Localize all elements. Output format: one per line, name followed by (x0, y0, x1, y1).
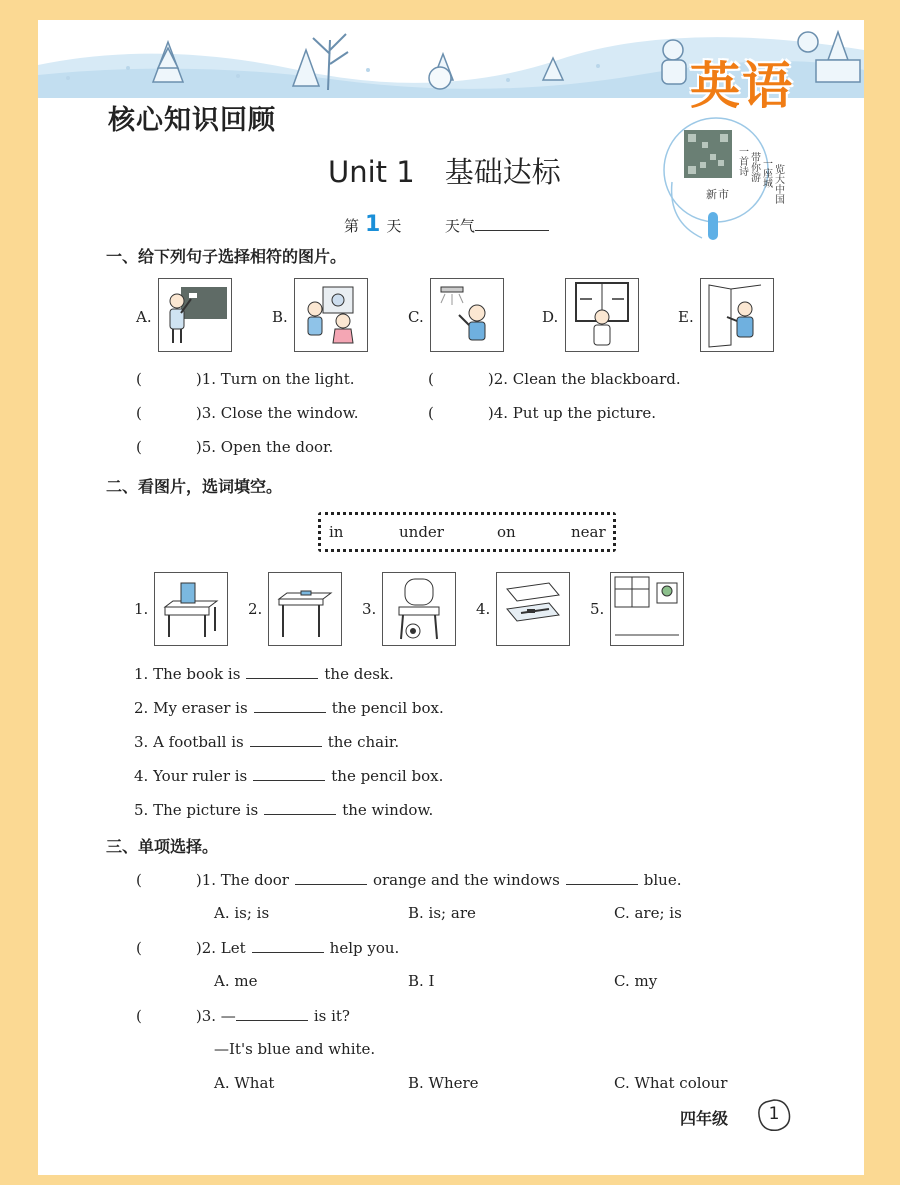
weather-label: 天气 (444, 217, 475, 235)
boy-at-door-icon (700, 278, 774, 352)
eraser-on-desk-icon (268, 572, 342, 646)
choice-question-3-reply: —It's blue and white. (214, 1040, 376, 1058)
option-3c[interactable]: C. What colour (614, 1074, 728, 1092)
choice-blank-1a[interactable] (295, 870, 367, 885)
children-putting-up-picture-icon (294, 278, 368, 352)
qr-text-2: 市 (718, 188, 729, 201)
option-1a[interactable]: A. is; is (214, 904, 270, 922)
book-on-desk-icon (154, 572, 228, 646)
qr-code-badge[interactable] (662, 112, 794, 252)
qr-text-5: 一座城 (760, 158, 772, 188)
fill-sentence-4: 4. Your ruler is the pencil box. (134, 767, 444, 785)
day-prefix: 第 (344, 217, 360, 235)
worksheet-page (38, 20, 864, 1175)
fill-sentence-2: 2. My eraser is the pencil box. (134, 699, 444, 717)
fill-sentence-5: 5. The picture is the window. (134, 801, 434, 819)
choice-blank-2[interactable] (252, 938, 324, 953)
choice-blank-3[interactable] (236, 1006, 308, 1021)
qr-text-4: 带你游 (748, 152, 760, 182)
option-1c[interactable]: C. are; is (614, 904, 682, 922)
match-sentence-3: ( )3. Close the window. (136, 404, 359, 422)
qr-text-1: 新 (706, 188, 717, 201)
option-1b[interactable]: B. is; are (408, 904, 476, 922)
qr-text-6: 览大中国 (772, 164, 784, 204)
picture-label-2: 2. (248, 600, 263, 618)
word-bank (318, 512, 616, 552)
picture-label-5: 5. (590, 600, 605, 618)
fill-blank-4[interactable] (253, 766, 325, 781)
choice-question-2: ( )2. Let help you. (136, 939, 400, 957)
unit-label: Unit 1 (328, 155, 415, 189)
word-under: under (399, 523, 444, 541)
option-2c[interactable]: C. my (614, 972, 658, 990)
fill-blank-5[interactable] (264, 800, 336, 815)
option-2a[interactable]: A. me (214, 972, 258, 990)
fill-blank-3[interactable] (250, 732, 322, 747)
picture-label-4: 4. (476, 600, 491, 618)
option-3a[interactable]: A. What (214, 1074, 275, 1092)
choice-question-3: ( )3. — is it? (136, 1007, 350, 1025)
picture-label-3: 3. (362, 600, 377, 618)
picture-label-b: B. (272, 308, 288, 326)
section-heading: 核心知识回顾 (108, 105, 276, 136)
chair-with-football-icon (382, 572, 456, 646)
unit-title (328, 150, 561, 191)
picture-label-1: 1. (134, 600, 149, 618)
word-in: in (329, 523, 344, 541)
boy-at-blackboard-icon (158, 278, 232, 352)
girl-at-window-icon (565, 278, 639, 352)
picture-label-e: E. (678, 308, 694, 326)
section1-title: 一、给下列句子选择相符的图片。 (106, 247, 347, 266)
window-with-plant-icon (610, 572, 684, 646)
page-number: 1 (768, 1104, 780, 1124)
qr-text-3: 一首诗 (736, 146, 748, 176)
day-weather-line (344, 212, 549, 237)
fill-sentence-3: 3. A football is the chair. (134, 733, 400, 751)
unit-subtitle: 基础达标 (444, 155, 561, 189)
weather-blank[interactable] (475, 216, 549, 231)
option-3b[interactable]: B. Where (408, 1074, 479, 1092)
fill-blank-2[interactable] (254, 698, 326, 713)
day-number: 1 (365, 212, 381, 237)
subject-title: 英语 (690, 57, 794, 115)
word-near: near (571, 523, 606, 541)
page-number-badge (756, 1098, 792, 1132)
section3-title: 三、单项选择。 (106, 837, 219, 856)
picture-label-d: D. (542, 308, 559, 326)
match-sentence-2: ( )2. Clean the blackboard. (428, 370, 681, 388)
option-2b[interactable]: B. I (408, 972, 435, 990)
boy-under-ceiling-light-icon (430, 278, 504, 352)
match-sentence-1: ( )1. Turn on the light. (136, 370, 355, 388)
day-suffix: 天 (386, 217, 402, 235)
pencil-box-icon (496, 572, 570, 646)
fill-blank-1[interactable] (246, 664, 318, 679)
match-sentence-5: ( )5. Open the door. (136, 438, 334, 456)
choice-blank-1b[interactable] (566, 870, 638, 885)
picture-label-c: C. (408, 308, 424, 326)
grade-label: 四年级 (680, 1109, 729, 1128)
match-sentence-4: ( )4. Put up the picture. (428, 404, 657, 422)
fill-sentence-1: 1. The book is the desk. (134, 665, 394, 683)
picture-label-a: A. (136, 308, 152, 326)
section2-title: 二、看图片，选词填空。 (106, 477, 283, 496)
choice-question-1: ( )1. The door orange and the windows blue. (136, 871, 682, 889)
word-on: on (497, 523, 516, 541)
